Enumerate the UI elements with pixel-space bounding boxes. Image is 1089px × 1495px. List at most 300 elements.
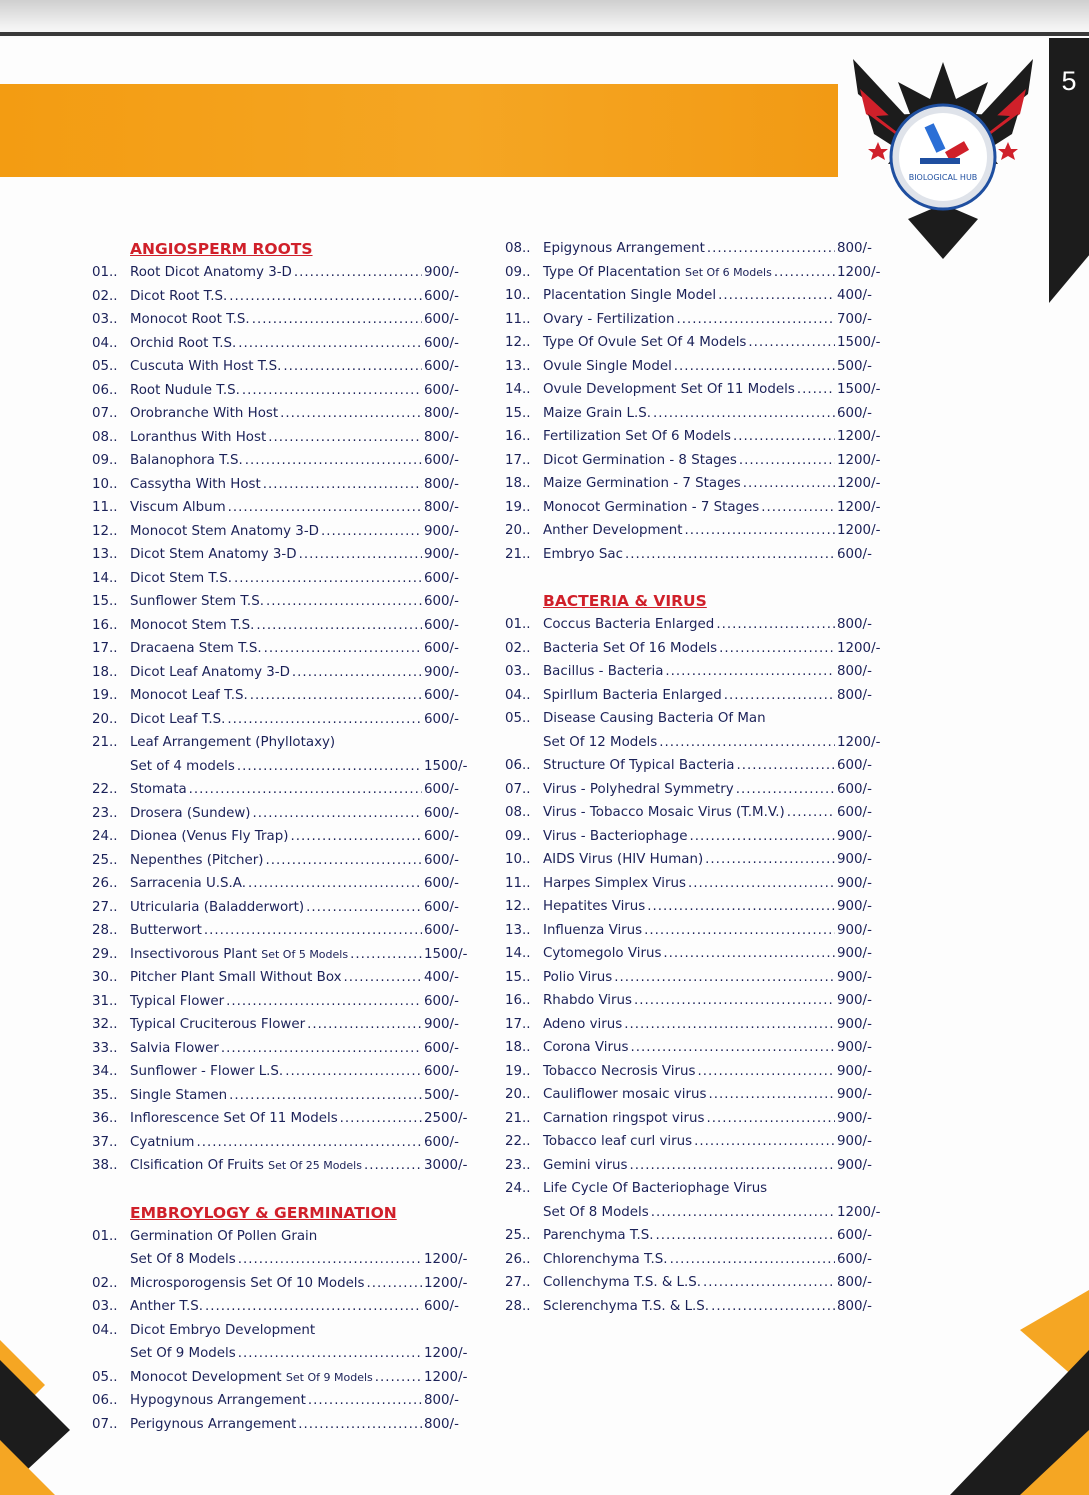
item-number: 28.. [92, 923, 118, 938]
dot-leader [292, 661, 422, 685]
item-price: 1200/- [837, 452, 881, 468]
item-price: 600/- [837, 1251, 872, 1267]
dot-leader [736, 778, 835, 802]
item-price: 600/- [424, 312, 459, 327]
item-price: 900/- [837, 828, 872, 844]
item-name: Anther T.S. [130, 1299, 203, 1314]
item-name: Utricularia (Baladderwort) [130, 899, 305, 915]
item-name: AIDS Virus (HIV Human) [543, 852, 704, 867]
item-number: 07.. [92, 1416, 118, 1432]
price-list-item [505, 801, 885, 825]
item-name: Dracaena Stem T.S. [130, 641, 262, 656]
dot-leader [245, 449, 422, 473]
price-list-item [505, 449, 885, 473]
item-number: 07.. [505, 781, 531, 797]
dot-leader [238, 332, 422, 356]
price-list-item [505, 707, 885, 731]
price-list-item [92, 872, 472, 896]
biological-hub-logo [848, 54, 1038, 264]
price-list-item [505, 1036, 885, 1060]
corner-decoration-bottom-left [0, 1340, 80, 1495]
item-number: 11.. [505, 875, 531, 891]
item-price: 600/- [424, 288, 459, 304]
item-price: 900/- [837, 969, 872, 985]
item-number: 09.. [92, 453, 118, 468]
item-number: 20.. [505, 1087, 531, 1102]
item-price: 1200/- [837, 429, 881, 444]
item-number: 04.. [92, 335, 118, 351]
item-name-continuation: Set of 4 models [130, 758, 235, 774]
dot-leader [670, 1248, 835, 1272]
item-price: 900/- [837, 1134, 872, 1149]
item-price: 600/- [837, 405, 872, 421]
item-price: 600/- [424, 570, 459, 586]
item-name: Sclerenchyma T.S. & L.S. [543, 1298, 710, 1314]
price-list-item-continuation [92, 1342, 472, 1366]
dot-leader [196, 1131, 422, 1155]
dot-leader [797, 378, 835, 402]
item-number: 21.. [92, 735, 118, 750]
item-price: 900/- [424, 547, 459, 562]
item-name: Maize Grain L.S. [543, 405, 652, 421]
dot-leader [242, 379, 422, 403]
item-name: Monocot Stem T.S. [130, 617, 255, 633]
item-price: 1200/- [837, 640, 881, 656]
item-price: 900/- [424, 523, 459, 539]
item-price: 900/- [837, 1157, 872, 1173]
item-number: 02.. [92, 1275, 118, 1291]
item-price: 1200/- [837, 1204, 881, 1220]
price-list-item-continuation [505, 1201, 885, 1225]
item-set-note: Set Of 9 Models [285, 1370, 373, 1384]
item-price: 900/- [837, 875, 872, 891]
item-number: 14.. [505, 382, 531, 397]
price-list-item [505, 825, 885, 849]
price-list-item [92, 661, 472, 685]
item-set-note: Set Of 5 Models [261, 947, 349, 961]
item-name: Typical Cruciterous Flower [130, 1017, 306, 1032]
price-list-item [92, 919, 472, 943]
item-name: Cauliflower mosaic virus [543, 1087, 707, 1102]
dot-leader [283, 355, 422, 379]
item-number: 19.. [92, 688, 118, 703]
price-list-item [92, 261, 472, 285]
item-number: 05.. [505, 711, 531, 726]
dot-leader [733, 425, 835, 449]
item-name: Dicot Stem T.S. [130, 570, 232, 586]
price-list-item [505, 1083, 885, 1107]
price-list-item [505, 1013, 885, 1037]
item-price: 800/- [837, 617, 872, 632]
item-name: Sarracenia U.S.A. [130, 876, 246, 891]
price-list-item [92, 825, 472, 849]
item-name: Adeno virus [543, 1016, 623, 1032]
item-number: 26.. [505, 1251, 531, 1267]
price-list-item [92, 496, 472, 520]
price-list-item [505, 378, 885, 402]
item-number: 08.. [505, 241, 531, 256]
page-number: 5 [1061, 66, 1077, 96]
item-name: Dionea (Venus Fly Trap) [130, 829, 289, 844]
dot-leader [708, 1083, 835, 1107]
dot-leader [697, 1060, 835, 1084]
item-price: 900/- [424, 265, 459, 280]
item-price: 600/- [837, 1228, 872, 1243]
item-name: Sunflower - Flower L.S. [130, 1064, 284, 1079]
price-list-item [92, 1366, 472, 1390]
dot-leader [761, 496, 835, 520]
item-name: Cytomegolo Virus [543, 946, 662, 961]
item-price: 900/- [837, 922, 872, 938]
price-list-item-continuation [92, 755, 472, 779]
price-list-item [92, 778, 472, 802]
dot-leader [690, 825, 836, 849]
item-name: Cuscuta With Host T.S. [130, 359, 282, 374]
item-price: 600/- [424, 617, 459, 633]
price-list-item [505, 331, 885, 355]
dot-leader [285, 1060, 422, 1084]
item-name: Microsporogensis Set Of 10 Models [130, 1275, 365, 1291]
item-number: 10.. [92, 476, 118, 492]
item-name: Perigynous Arrangement [130, 1416, 297, 1432]
item-number: 15.. [92, 594, 118, 609]
price-list-item [92, 684, 472, 708]
item-number: 06.. [505, 758, 531, 773]
price-list-item [505, 872, 885, 896]
dot-leader [265, 849, 422, 873]
item-number: 13.. [505, 922, 531, 938]
item-price: 600/- [424, 711, 459, 727]
price-list-item [505, 472, 885, 496]
price-list-item [505, 684, 885, 708]
item-price: 900/- [837, 946, 872, 961]
item-number: 17.. [505, 452, 531, 468]
item-name: Bacteria Set Of 16 Models [543, 640, 718, 656]
dot-leader [221, 1037, 422, 1061]
price-list-item [92, 543, 472, 567]
item-price: 600/- [837, 758, 872, 773]
item-number: 16.. [92, 617, 118, 633]
item-price: 1200/- [837, 523, 881, 538]
item-name: Fertilization Set Of 6 Models [543, 429, 731, 444]
item-name: Ovary - Fertilization [543, 311, 675, 327]
price-list-item [92, 285, 472, 309]
price-list-item-continuation [505, 731, 885, 755]
item-name: Gemini virus [543, 1157, 628, 1173]
item-name: Pitcher Plant Small Without Box [130, 970, 342, 985]
item-number: 04.. [92, 1322, 118, 1338]
item-number: 37.. [92, 1134, 118, 1150]
price-list-item [505, 1271, 885, 1295]
item-price: 800/- [424, 1416, 459, 1432]
item-number: 01.. [505, 617, 531, 632]
dot-leader [248, 872, 422, 896]
price-list-item [92, 896, 472, 920]
item-price: 800/- [424, 406, 459, 421]
item-price: 600/- [424, 641, 459, 656]
item-number: 18.. [505, 1040, 531, 1055]
item-name: Ovule Single Model [543, 358, 672, 374]
dot-leader [306, 896, 422, 920]
item-name: Stomata [130, 782, 187, 797]
item-number: 14.. [505, 946, 531, 961]
item-name: Carnation ringspot virus [543, 1110, 705, 1126]
item-price: 1500/- [837, 335, 881, 350]
item-name: Epigynous Arrangement [543, 241, 705, 256]
price-list-item [505, 261, 885, 285]
price-list-item [505, 402, 885, 426]
price-list-item [92, 355, 472, 379]
dot-leader [724, 684, 835, 708]
item-number: 11.. [92, 500, 118, 515]
item-price: 800/- [424, 1393, 459, 1408]
dot-leader [253, 802, 422, 826]
item-price: 400/- [837, 288, 872, 303]
item-name: Salvia Flower [130, 1040, 219, 1056]
dot-leader [252, 308, 422, 332]
item-name-continuation: Set Of 8 Models [130, 1252, 236, 1267]
item-price: 900/- [837, 899, 872, 914]
item-name: Structure Of Typical Bacteria [543, 758, 735, 773]
price-list-item [505, 1177, 885, 1201]
item-price: 600/- [424, 1299, 459, 1314]
item-set-note: Set Of 6 Models [684, 265, 772, 279]
price-list-item [505, 1107, 885, 1131]
item-name: Corona Virus [543, 1040, 629, 1055]
item-number: 06.. [92, 1393, 118, 1408]
item-name-continuation: Set Of 8 Models [543, 1204, 649, 1220]
dot-leader [625, 543, 835, 567]
price-list-item [92, 1295, 472, 1319]
dot-leader [688, 872, 835, 896]
dot-leader [229, 285, 422, 309]
item-price: 600/- [424, 335, 459, 351]
item-number: 02.. [92, 288, 118, 304]
item-price: 900/- [837, 1040, 872, 1055]
item-name: Sunflower Stem T.S. [130, 594, 264, 609]
dot-leader [228, 496, 422, 520]
item-price: 900/- [837, 1063, 872, 1079]
price-list-item [505, 425, 885, 449]
right-column [505, 237, 885, 1318]
item-price: 600/- [424, 876, 459, 891]
dot-leader [703, 1271, 835, 1295]
item-number: 03.. [92, 312, 118, 327]
item-number: 01.. [92, 265, 118, 280]
item-number: 33.. [92, 1040, 118, 1056]
dot-leader [718, 284, 835, 308]
dot-leader [350, 943, 422, 967]
item-name: Spirllum Bacteria Enlarged [543, 687, 722, 703]
price-list-item [92, 966, 472, 990]
dot-leader [629, 1154, 835, 1178]
item-name: Single Stamen [130, 1087, 228, 1103]
dot-leader [268, 426, 422, 450]
item-number: 20.. [92, 711, 118, 727]
price-list-item [505, 989, 885, 1013]
item-price: 800/- [837, 687, 872, 703]
item-number: 04.. [505, 687, 531, 703]
item-price: 1200/- [424, 1252, 468, 1267]
item-number: 29.. [92, 946, 118, 962]
item-price: 600/- [837, 781, 872, 797]
item-price: 900/- [424, 664, 459, 680]
price-list-item [92, 426, 472, 450]
item-price: 1200/- [424, 1346, 468, 1361]
dot-leader [344, 966, 422, 990]
price-list-item [92, 1013, 472, 1037]
item-price: 600/- [837, 805, 872, 820]
item-price: 600/- [424, 1040, 459, 1056]
item-name: Dicot Leaf T.S. [130, 711, 226, 727]
item-number: 15.. [505, 969, 531, 985]
item-number: 13.. [92, 547, 118, 562]
item-number: 01.. [92, 1228, 118, 1244]
item-name: Rhabdo Virus [543, 993, 633, 1008]
item-number: 19.. [505, 499, 531, 515]
price-list-item [92, 567, 472, 591]
item-name: Loranthus With Host [130, 429, 267, 445]
item-price: 1200/- [837, 264, 881, 280]
item-price: 800/- [837, 1298, 872, 1314]
price-list-item [92, 849, 472, 873]
item-price: 1200/- [837, 734, 881, 750]
item-number: 19.. [505, 1063, 531, 1079]
price-list-item [92, 1272, 472, 1296]
price-list-item [92, 708, 472, 732]
item-price: 600/- [424, 993, 459, 1009]
price-list-item [505, 355, 885, 379]
price-list-item [505, 1060, 885, 1084]
dot-leader [189, 778, 422, 802]
dot-leader [737, 754, 835, 778]
item-name: Maize Germination - 7 Stages [543, 476, 741, 491]
item-price: 600/- [424, 359, 459, 374]
price-list-item [505, 754, 885, 778]
price-list-item [505, 496, 885, 520]
item-number: 26.. [92, 876, 118, 891]
dot-leader [705, 848, 835, 872]
item-name: Hypogynous Arrangement [130, 1393, 306, 1408]
price-list-item [92, 1107, 472, 1131]
item-name: Chlorenchyma T.S. [543, 1251, 668, 1267]
item-price: 900/- [837, 993, 872, 1008]
price-list-item [505, 895, 885, 919]
dot-leader [711, 1295, 835, 1319]
item-name: Germination Of Pollen Grain [130, 1228, 318, 1244]
item-name: Dicot Embryo Development [130, 1322, 316, 1338]
item-number: 27.. [92, 899, 118, 915]
item-number: 18.. [505, 476, 531, 491]
item-number: 12.. [505, 335, 531, 350]
item-name: Dicot Germination - 8 Stages [543, 452, 737, 468]
item-price: 600/- [424, 382, 459, 398]
dot-leader [364, 1154, 422, 1178]
dot-leader [665, 660, 835, 684]
item-name: Anther Development [543, 523, 683, 538]
item-price: 600/- [424, 1064, 459, 1079]
price-list-item [92, 731, 472, 755]
dot-leader [774, 261, 835, 285]
item-name: Inflorescence Set Of 11 Models [130, 1111, 338, 1126]
price-list-item [505, 1248, 885, 1272]
price-list-item [505, 778, 885, 802]
item-number: 14.. [92, 570, 118, 586]
item-name: Nepenthes (Pitcher) [130, 852, 264, 868]
item-number: 05.. [92, 1369, 118, 1385]
dot-leader [743, 472, 835, 496]
dot-leader [280, 402, 422, 426]
item-name-continuation: Set Of 9 Models [130, 1346, 236, 1361]
item-price: 600/- [424, 453, 459, 468]
price-list-item [92, 1319, 472, 1343]
item-number: 09.. [505, 264, 531, 280]
dot-leader [205, 1295, 422, 1319]
item-number: 18.. [92, 664, 118, 680]
price-list-item [92, 1389, 472, 1413]
section-title-bacteria: BACTERIA & VIRUS [543, 592, 707, 610]
dot-leader [238, 1248, 422, 1272]
embryology-list-part2 [505, 237, 885, 566]
dot-leader [237, 755, 422, 779]
dot-leader [238, 1342, 422, 1366]
price-list-item [92, 1225, 472, 1249]
dot-leader [298, 1413, 422, 1437]
item-name: Orobranche With Host [130, 406, 279, 421]
item-name: Monocot Root T.S. [130, 312, 250, 327]
item-number: 08.. [505, 805, 531, 820]
dot-leader [234, 567, 422, 591]
item-name: Placentation Single Model [543, 288, 717, 303]
item-name: Embryo Sac [543, 546, 623, 562]
item-number: 17.. [505, 1016, 531, 1032]
dot-leader [321, 520, 422, 544]
item-name: Bacillus - Bacteria [543, 664, 664, 679]
orange-header-banner [0, 84, 838, 177]
item-price: 900/- [837, 852, 872, 867]
item-price: 500/- [424, 1087, 459, 1103]
item-price: 800/- [424, 500, 459, 515]
dot-leader [676, 308, 835, 332]
item-price: 900/- [837, 1016, 872, 1032]
bacteria-list [505, 613, 885, 1318]
price-list-item [92, 1084, 472, 1108]
item-number: 30.. [92, 970, 118, 985]
price-list-item [92, 379, 472, 403]
price-list-item [505, 308, 885, 332]
price-list-item [92, 520, 472, 544]
item-name: Monocot Leaf T.S. [130, 688, 248, 703]
price-list-item [505, 942, 885, 966]
item-price: 900/- [837, 1110, 872, 1126]
item-number: 03.. [505, 664, 531, 679]
item-name: Leaf Arrangement (Phyllotaxy) [130, 735, 336, 750]
item-price: 900/- [424, 1017, 459, 1032]
price-list-item [92, 590, 472, 614]
price-list-item [92, 1413, 472, 1437]
dot-leader [706, 1107, 835, 1131]
item-number: 38.. [92, 1158, 118, 1173]
item-name: Cyatnium [130, 1134, 195, 1150]
price-list-item [505, 1130, 885, 1154]
dot-leader [266, 590, 422, 614]
item-number: 12.. [505, 899, 531, 914]
item-name: Dicot Root T.S. [130, 288, 228, 304]
item-name: Life Cycle Of Bacteriophage Virus [543, 1181, 768, 1196]
price-list-item [92, 402, 472, 426]
dot-leader [694, 1130, 835, 1154]
item-name: Clsification Of Fruits Set Of 25 Models [130, 1158, 362, 1173]
